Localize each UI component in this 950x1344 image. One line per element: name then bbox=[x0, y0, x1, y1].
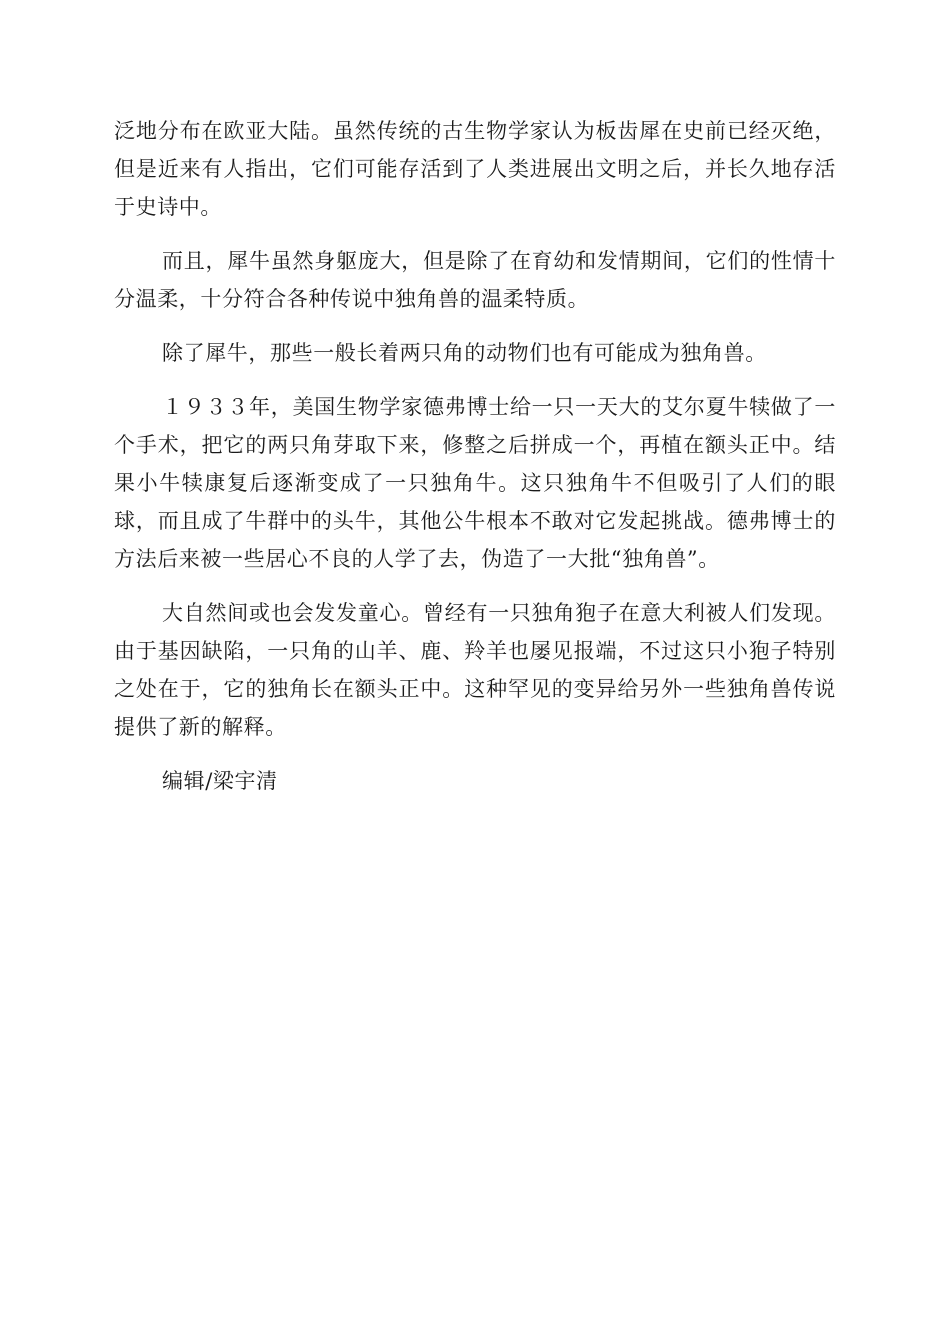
paragraph-two-horned-animals: 除了犀牛，那些一般长着两只角的动物们也有可能成为独角兽。 bbox=[162, 341, 767, 365]
paragraph-roe-deer: 大自然间或也会发发童心。曾经有一只独角狍子在意大利被人们发现。由于基因缺陷，一只角的山羊、鹿、羚羊也屡见报端，不过这只小狍子特别之处在于，它的独角长在额头正中。这种罕见的变异给另外一些独角兽传说提供了新的解释。 bbox=[114, 601, 836, 739]
paragraph-rhino-temperament: 而且，犀牛虽然身躯庞大，但是除了在育幼和发情期间，它们的性情十分温柔，十分符合各种传说中独角兽的温柔特质。 bbox=[114, 249, 836, 311]
paragraph-continuation: 泛地分布在欧亚大陆。虽然传统的古生物学家认为板齿犀在史前已经灭绝，但是近来有人指出，它们可能存活到了人类进展出文明之后，并长久地存活于史诗中。 bbox=[114, 119, 836, 219]
editor-credit: 编辑/梁宇清 bbox=[162, 769, 278, 793]
article-body bbox=[114, 112, 836, 816]
paragraph-1933-experiment: １９３３年，美国生物学家德弗博士给一只一天大的艾尔夏牛犊做了一个手术，把它的两只角芽取下来，修整之后拼成一个，再植在额头正中。结果小牛犊康复后逐渐变成了一只独角牛。这只独角牛不但吸引了人们的眼球，而且成了牛群中的头牛，其他公牛根本不敢对它发起挑战。德弗博士的方法后来被一些居心不良的人学了去，伪造了一大批“独角兽”。 bbox=[114, 395, 836, 571]
